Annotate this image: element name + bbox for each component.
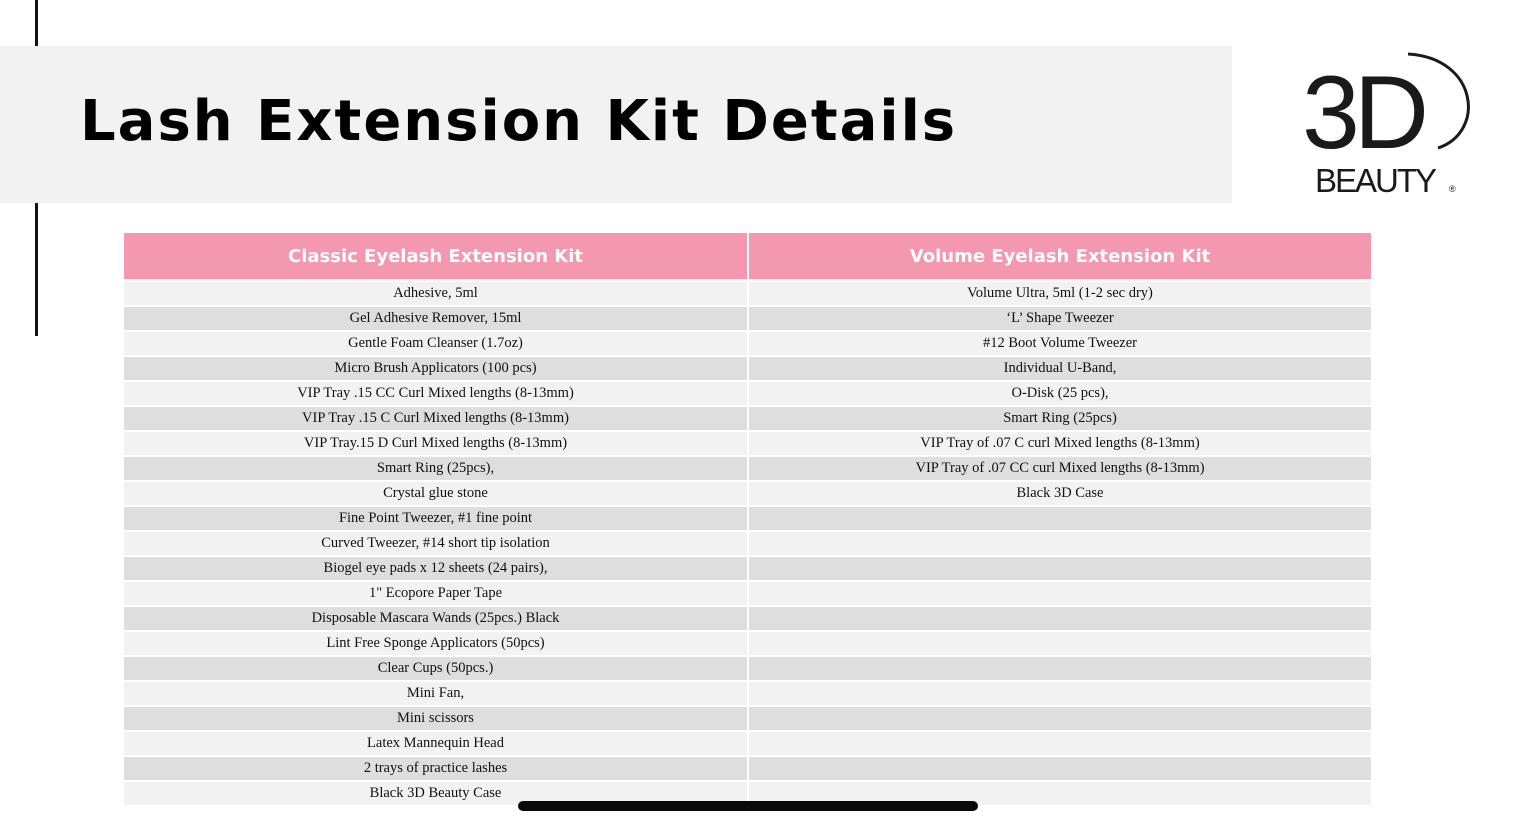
classic-item-cell: Curved Tweezer, #14 short tip isolation	[124, 531, 748, 556]
table-row	[124, 606, 1372, 631]
table-row	[124, 506, 1372, 531]
volume-item-cell	[748, 531, 1372, 556]
table-row	[124, 481, 1372, 506]
volume-item-cell: Black 3D Case	[748, 481, 1372, 506]
classic-item-cell: Black 3D Beauty Case	[124, 781, 748, 805]
volume-item-cell: VIP Tray of .07 CC curl Mixed lengths (8-13mm)	[748, 456, 1372, 481]
classic-item-cell: Micro Brush Applicators (100 pcs)	[124, 356, 748, 381]
volume-item-cell	[748, 606, 1372, 631]
classic-item-cell: Gel Adhesive Remover, 15ml	[124, 306, 748, 331]
table-row	[124, 306, 1372, 331]
volume-item-cell	[748, 656, 1372, 681]
classic-item-cell: Gentle Foam Cleanser (1.7oz)	[124, 331, 748, 356]
volume-item-cell	[748, 581, 1372, 606]
volume-item-cell	[748, 681, 1372, 706]
table-header-row	[124, 233, 1372, 281]
volume-item-cell: ‘L’ Shape Tweezer	[748, 306, 1372, 331]
volume-item-cell	[748, 731, 1372, 756]
classic-item-cell: Biogel eye pads x 12 sheets (24 pairs),	[124, 556, 748, 581]
table-row	[124, 406, 1372, 431]
table-row	[124, 356, 1372, 381]
classic-item-cell: Disposable Mascara Wands (25pcs.) Black	[124, 606, 748, 631]
table-row	[124, 731, 1372, 756]
volume-item-cell: VIP Tray of .07 C curl Mixed lengths (8-13mm)	[748, 431, 1372, 456]
classic-item-cell: VIP Tray .15 C Curl Mixed lengths (8-13mm)	[124, 406, 748, 431]
volume-item-cell	[748, 506, 1372, 531]
logo-mark: 3D	[1302, 55, 1423, 171]
table-row	[124, 706, 1372, 731]
volume-item-cell: O-Disk (25 pcs),	[748, 381, 1372, 406]
table-row	[124, 656, 1372, 681]
kit-table-body	[124, 281, 1372, 806]
3d-beauty-logo	[1296, 50, 1476, 202]
classic-item-cell: Latex Mannequin Head	[124, 731, 748, 756]
volume-item-cell: Smart Ring (25pcs)	[748, 406, 1372, 431]
home-indicator-bar[interactable]	[518, 801, 978, 811]
volume-item-cell	[748, 706, 1372, 731]
volume-item-cell	[748, 556, 1372, 581]
table-row	[124, 431, 1372, 456]
logo-registered-mark: ®	[1449, 184, 1456, 194]
table-row	[124, 381, 1372, 406]
classic-item-cell: VIP Tray .15 CC Curl Mixed lengths (8-13mm)	[124, 381, 748, 406]
table-row	[124, 456, 1372, 481]
table-row	[124, 581, 1372, 606]
kit-comparison-table	[124, 233, 1373, 805]
table-row	[124, 556, 1372, 581]
volume-item-cell	[748, 631, 1372, 656]
classic-item-cell: Mini Fan,	[124, 681, 748, 706]
volume-kit-header: Volume Eyelash Extension Kit	[748, 233, 1372, 281]
table-row	[124, 531, 1372, 556]
classic-item-cell: 2 trays of practice lashes	[124, 756, 748, 781]
table-row	[124, 681, 1372, 706]
volume-item-cell: Individual U-Band,	[748, 356, 1372, 381]
volume-item-cell: #12 Boot Volume Tweezer	[748, 331, 1372, 356]
classic-item-cell: Clear Cups (50pcs.)	[124, 656, 748, 681]
classic-item-cell: Crystal glue stone	[124, 481, 748, 506]
logo-wordmark: BEAUTY	[1315, 162, 1436, 199]
table-row	[124, 331, 1372, 356]
table-row	[124, 281, 1372, 307]
classic-item-cell: Lint Free Sponge Applicators (50pcs)	[124, 631, 748, 656]
classic-kit-header: Classic Eyelash Extension Kit	[124, 233, 748, 281]
classic-item-cell: 1" Ecopore Paper Tape	[124, 581, 748, 606]
table-row	[124, 631, 1372, 656]
volume-item-cell	[748, 756, 1372, 781]
classic-item-cell: Adhesive, 5ml	[124, 281, 748, 307]
table-row	[124, 756, 1372, 781]
classic-item-cell: VIP Tray.15 D Curl Mixed lengths (8-13mm)	[124, 431, 748, 456]
page-title: Lash Extension Kit Details	[80, 89, 958, 154]
volume-item-cell: Volume Ultra, 5ml (1-2 sec dry)	[748, 281, 1372, 307]
classic-item-cell: Smart Ring (25pcs),	[124, 456, 748, 481]
classic-item-cell: Mini scissors	[124, 706, 748, 731]
classic-item-cell: Fine Point Tweezer, #1 fine point	[124, 506, 748, 531]
